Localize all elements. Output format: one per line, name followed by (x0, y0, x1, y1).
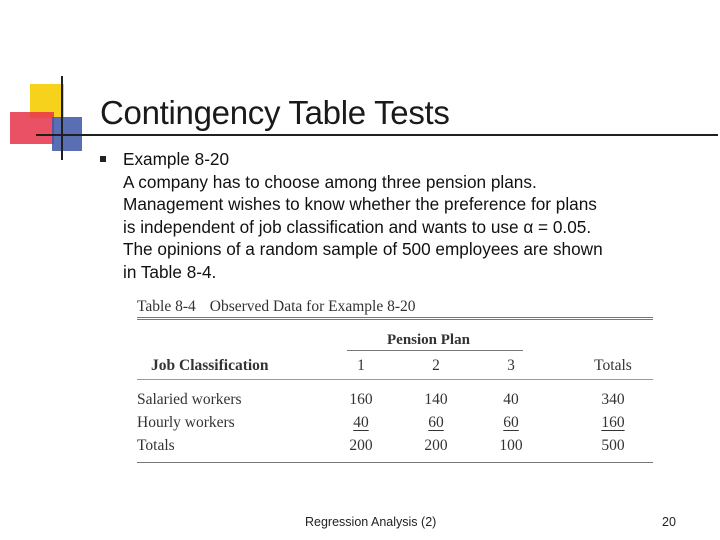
column-header: Totals (594, 357, 632, 374)
table-bottom-rule (137, 462, 653, 463)
header-rule (137, 379, 653, 380)
table-cell: 160 (349, 391, 373, 408)
body-line: Management wishes to know whether the preference for plans (123, 194, 597, 214)
body-line: A company has to choose among three pension plans. (123, 171, 537, 192)
table-caption-number: Table 8-4 (137, 298, 196, 315)
column-header: 2 (432, 357, 440, 374)
table-top-rule-2 (137, 319, 653, 320)
table-cell: 40 (353, 414, 369, 431)
table-cell: 140 (424, 391, 448, 408)
bullet-icon (100, 156, 106, 162)
group-header: Pension Plan (387, 332, 470, 348)
table-cell: 200 (424, 437, 448, 454)
footer-title: Regression Analysis (2) (305, 515, 437, 529)
title-underline (36, 134, 718, 136)
table-cell: 60 (503, 414, 519, 431)
table-cell: 160 (601, 414, 625, 431)
table-figure (137, 296, 653, 464)
table-cell: 340 (601, 391, 625, 408)
table-top-rule (137, 317, 653, 318)
logo-square-red (10, 112, 54, 144)
column-header: 3 (507, 357, 515, 374)
body-line: in Table 8-4. (123, 261, 217, 282)
table-cell: 100 (499, 437, 523, 454)
table-caption (137, 298, 415, 316)
table-caption-text: Observed Data for Example 8-20 (209, 298, 416, 315)
row-label: Hourly workers (137, 414, 235, 431)
table-cell: 200 (349, 437, 373, 454)
slide-body (123, 148, 683, 283)
page-number: 20 (662, 515, 676, 529)
table-cell: 60 (428, 414, 444, 431)
body-line: The opinions of a random sample of 500 employees are shown (123, 239, 603, 259)
body-line: is independent of job classification and wants to use α = 0.05. (123, 216, 592, 237)
slide-title: Contingency Table Tests (100, 94, 450, 131)
body-line: Example 8-20 (123, 149, 230, 169)
decorative-vertical-line (61, 76, 63, 160)
table-cell: 40 (503, 391, 519, 408)
column-header: 1 (357, 357, 365, 374)
group-header-rule (347, 350, 523, 351)
row-label: Salaried workers (137, 391, 242, 408)
row-header: Job Classification (151, 357, 269, 374)
table-cell: 500 (601, 437, 625, 454)
row-label: Totals (137, 437, 175, 454)
